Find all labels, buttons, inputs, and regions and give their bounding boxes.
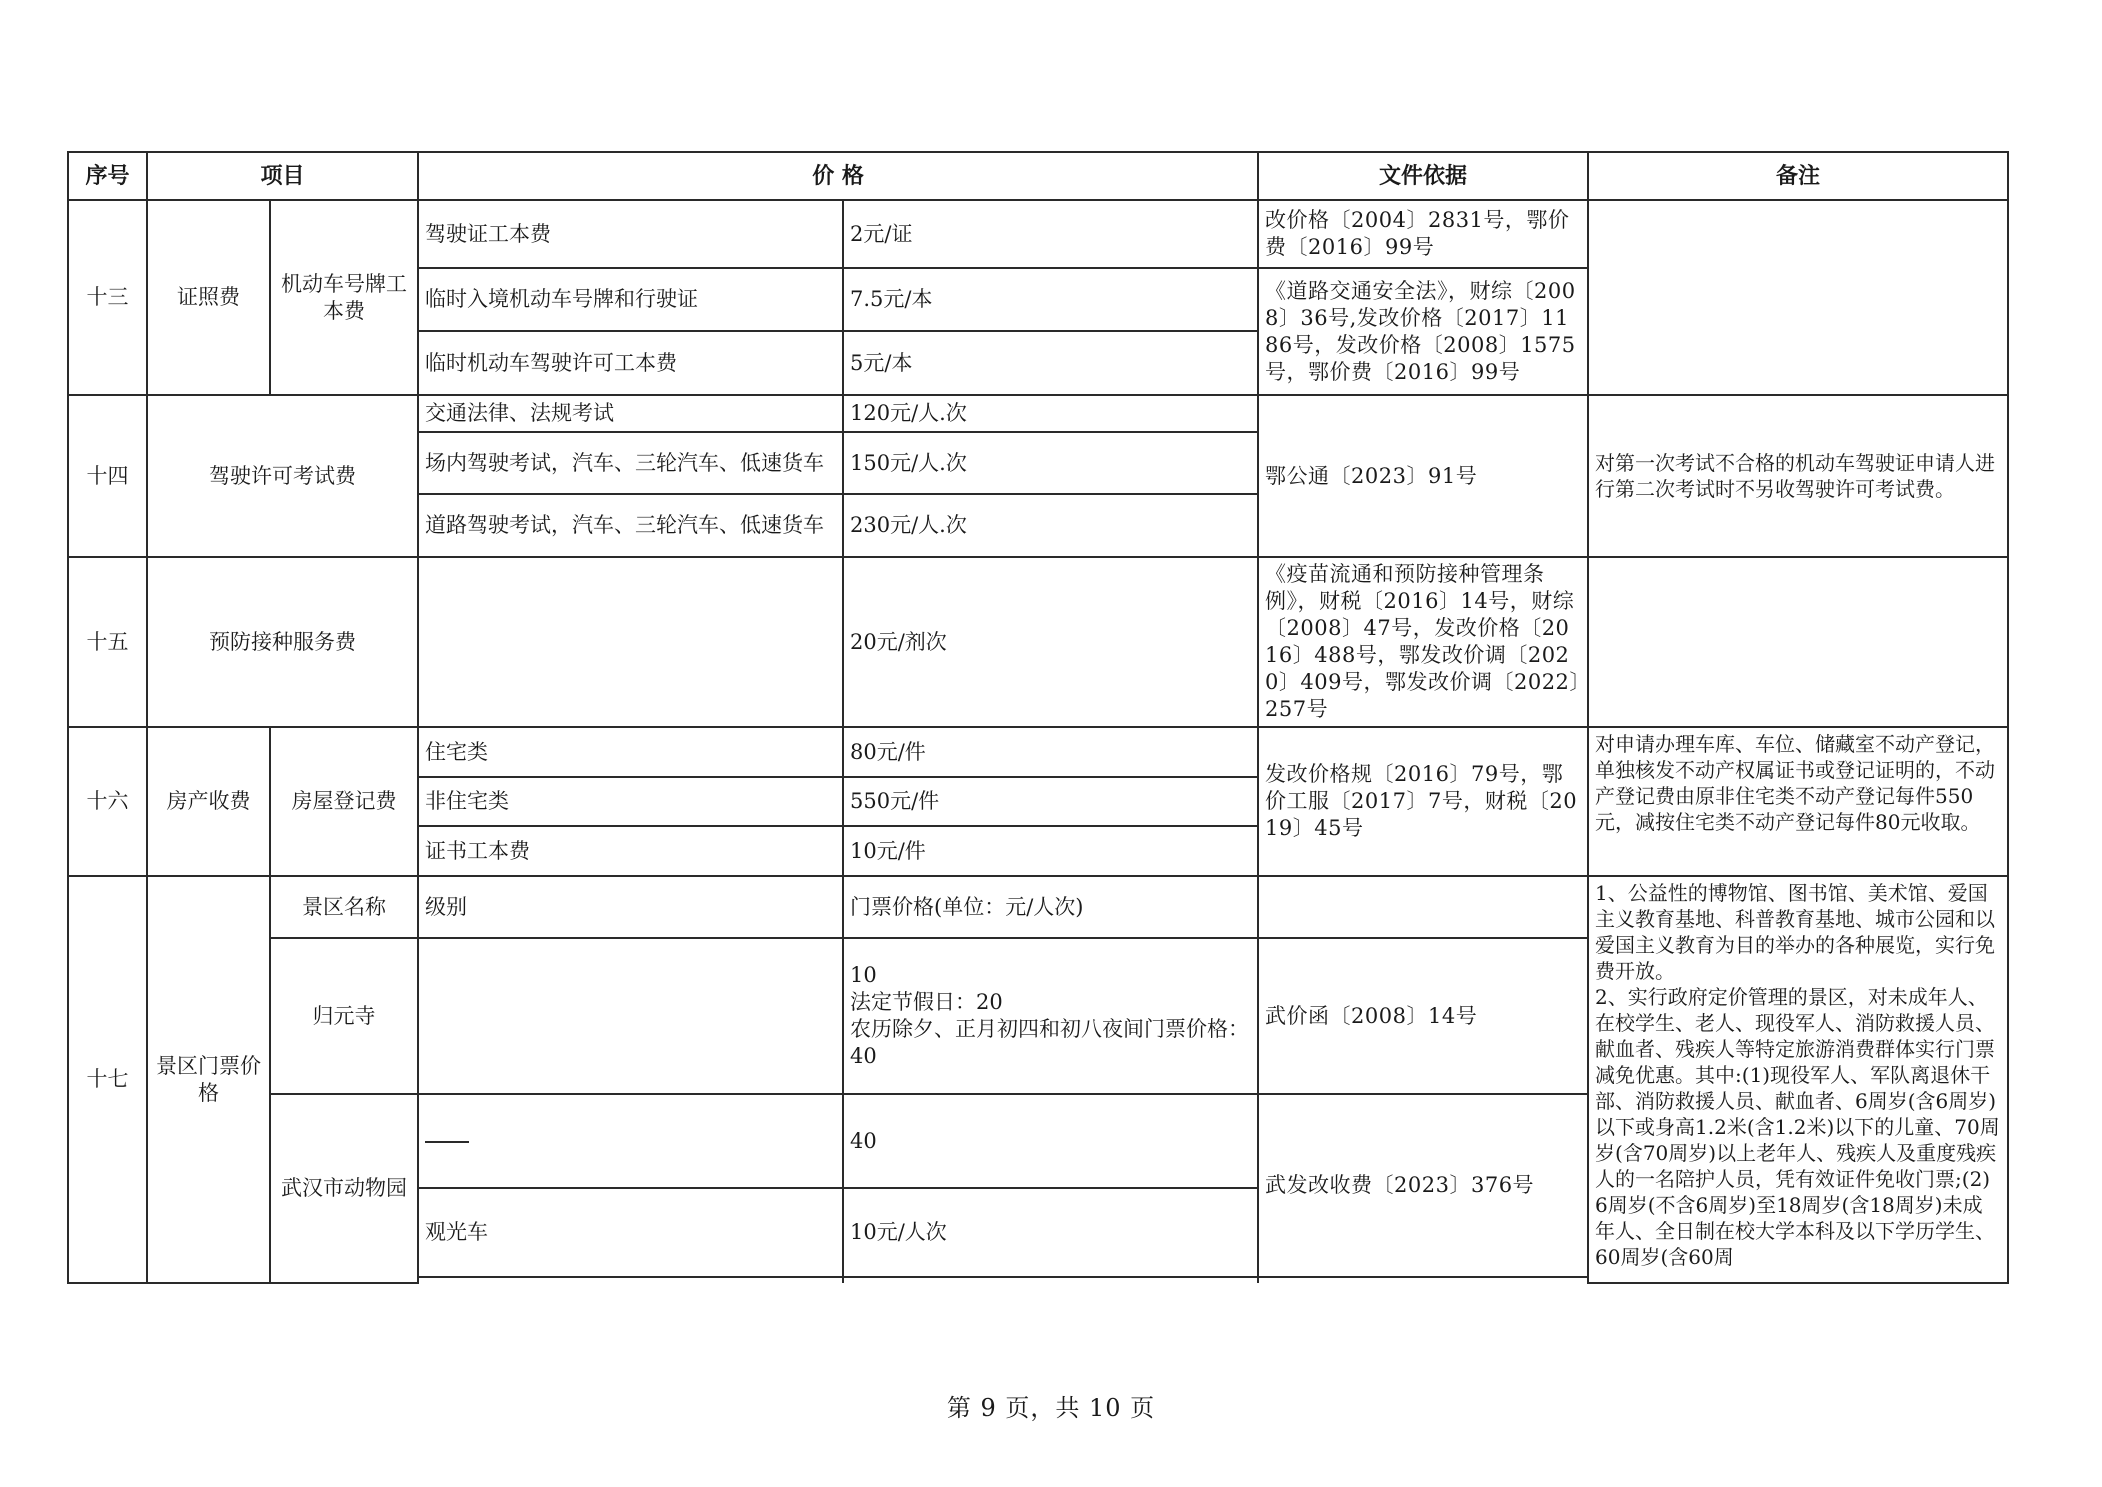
header-basis: 文件依据 bbox=[1258, 152, 1588, 200]
row-seq: 十四 bbox=[68, 395, 147, 557]
item-price: 230元/人.次 bbox=[843, 494, 1258, 557]
scenic-name: 归元寺 bbox=[270, 938, 418, 1094]
item-price: 120元/人.次 bbox=[843, 395, 1258, 432]
scenic-name: 武汉市动物园 bbox=[270, 1094, 418, 1283]
header-item: 项目 bbox=[147, 152, 418, 200]
item-name: 住宅类 bbox=[418, 727, 843, 777]
fee-table bbox=[67, 151, 2009, 1284]
row-basis: 武价函〔2008〕14号 bbox=[1258, 938, 1588, 1094]
item-name: 非住宅类 bbox=[418, 777, 843, 826]
row-category: 证照费 bbox=[147, 200, 270, 395]
item-price: 2元/证 bbox=[843, 200, 1258, 268]
row-category: 房产收费 bbox=[147, 727, 270, 876]
row-basis: 改价格〔2004〕2831号，鄂价费〔2016〕99号 bbox=[1258, 200, 1588, 268]
row-seq: 十五 bbox=[68, 557, 147, 727]
item-price: 5元/本 bbox=[843, 331, 1258, 395]
row-category: 预防接种服务费 bbox=[147, 557, 418, 727]
table-row bbox=[68, 876, 2008, 938]
tail-cell bbox=[1258, 1277, 1588, 1283]
price-line: 农历除夕、正月初四和初八夜间门票价格：40 bbox=[850, 1017, 1250, 1068]
table-header-row bbox=[68, 152, 2008, 200]
fee-table-page bbox=[67, 151, 2007, 1284]
row-category: 景区门票价格 bbox=[147, 876, 270, 1283]
row-note bbox=[1588, 200, 2008, 395]
row-basis: 发改价格规〔2016〕79号，鄂价工服〔2017〕7号，财税〔2019〕45号 bbox=[1258, 727, 1588, 876]
scenic-price: 10元/人次 bbox=[843, 1188, 1258, 1277]
scenic-name-header: 景区名称 bbox=[270, 876, 418, 938]
scenic-price: 40 bbox=[843, 1094, 1258, 1188]
table-row bbox=[68, 200, 2008, 268]
item-name: 临时入境机动车号牌和行驶证 bbox=[418, 268, 843, 331]
item-price: 7.5元/本 bbox=[843, 268, 1258, 331]
row-seq: 十七 bbox=[68, 876, 147, 1283]
item-name: 场内驾驶考试，汽车、三轮汽车、低速货车 bbox=[418, 432, 843, 494]
row-basis bbox=[1258, 876, 1588, 938]
scenic-price bbox=[843, 938, 1258, 1094]
header-note: 备注 bbox=[1588, 152, 2008, 200]
table-row bbox=[68, 557, 2008, 727]
note-paragraph: 2、实行政府定价管理的景区，对未成年人、在校学生、老人、现役军人、消防救援人员、献血者、残疾人等特定旅游消费群体实行门票减免优惠。其中:(1)现役军人、军队离退休干部、消防救援人员、献血者、6周岁(含6周岁)以下或身高1.2米(含1.2米)以下的儿童、70周岁(含70周岁)以上老年人、残疾人及重度残疾人的一名陪护人员，凭有效证件免收门票;(2)6周岁(不含6周岁)至18周岁(含18周岁)未成年人、全日制在校大学本科及以下学历学生、60周岁(含60周 bbox=[1595, 985, 2000, 1269]
item-price: 550元/件 bbox=[843, 777, 1258, 826]
scenic-level: 观光车 bbox=[418, 1188, 843, 1277]
item-name: 临时机动车驾驶许可工本费 bbox=[418, 331, 843, 395]
row-basis: 《疫苗流通和预防接种管理条例》，财税〔2016〕14号，财综〔2008〕47号，发改价格〔2016〕488号，鄂发改价调〔2020〕409号，鄂发改价调〔2022〕257号 bbox=[1258, 557, 1588, 727]
scenic-price-header: 门票价格(单位：元/人次) bbox=[843, 876, 1258, 938]
header-seq: 序号 bbox=[68, 152, 147, 200]
row-seq: 十六 bbox=[68, 727, 147, 876]
item-price: 150元/人.次 bbox=[843, 432, 1258, 494]
note-paragraph: 1、公益性的博物馆、图书馆、美术馆、爱国主义教育基地、科普教育基地、城市公园和以爱国主义教育为目的举办的各种展览，实行免费开放。 bbox=[1595, 881, 1996, 983]
row-basis: 武发改收费〔2023〕376号 bbox=[1258, 1094, 1588, 1277]
price-line: 法定节假日：20 bbox=[850, 990, 1003, 1014]
row-basis: 鄂公通〔2023〕91号 bbox=[1258, 395, 1588, 557]
page-footer: 第 9 页，共 10 页 bbox=[946, 1394, 1156, 1422]
table-row bbox=[68, 395, 2008, 432]
tail-cell bbox=[418, 1277, 843, 1283]
scenic-level bbox=[418, 1094, 843, 1188]
price-line: 10 bbox=[850, 963, 877, 987]
item-name: 道路驾驶考试，汽车、三轮汽车、低速货车 bbox=[418, 494, 843, 557]
item-name bbox=[418, 557, 843, 727]
row-note: 对申请办理车库、车位、储藏室不动产登记，单独核发不动产权属证书或登记证明的，不动产登记费由原非住宅类不动产登记每件550元，减按住宅类不动产登记每件80元收取。 bbox=[1588, 727, 2008, 876]
row-note bbox=[1588, 557, 2008, 727]
item-price: 80元/件 bbox=[843, 727, 1258, 777]
row-subcategory: 房屋登记费 bbox=[270, 727, 418, 876]
row-note bbox=[1588, 876, 2008, 1283]
header-price: 价 格 bbox=[418, 152, 1258, 200]
item-price: 10元/件 bbox=[843, 826, 1258, 876]
item-name: 驾驶证工本费 bbox=[418, 200, 843, 268]
row-subcategory: 机动车号牌工本费 bbox=[270, 200, 418, 395]
item-price: 20元/剂次 bbox=[843, 557, 1258, 727]
scenic-level bbox=[418, 938, 843, 1094]
tail-cell bbox=[843, 1277, 1258, 1283]
row-basis: 《道路交通安全法》，财综〔2008〕36号,发改价格〔2017〕1186号，发改价格〔2008〕1575号，鄂价费〔2016〕99号 bbox=[1258, 268, 1588, 395]
row-note: 对第一次考试不合格的机动车驾驶证申请人进行第二次考试时不另收驾驶许可考试费。 bbox=[1588, 395, 2008, 557]
row-category: 驾驶许可考试费 bbox=[147, 395, 418, 557]
dash-mark bbox=[425, 1141, 469, 1143]
table-row bbox=[68, 727, 2008, 777]
scenic-level-header: 级别 bbox=[418, 876, 843, 938]
row-seq: 十三 bbox=[68, 200, 147, 395]
item-name: 证书工本费 bbox=[418, 826, 843, 876]
item-name: 交通法律、法规考试 bbox=[418, 395, 843, 432]
